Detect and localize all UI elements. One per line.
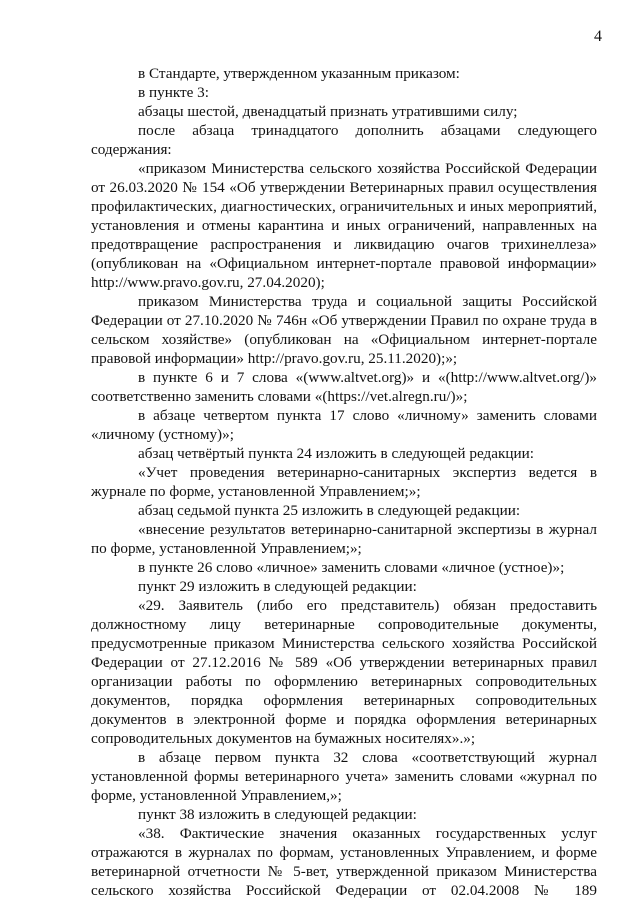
page-number: 4 bbox=[594, 28, 602, 45]
text-line: абзацы шестой, двенадцатый признать утратившими силу; bbox=[138, 103, 518, 120]
text-line: «Учет проведения ветеринарно-санитарных экспертиз ведется в bbox=[138, 464, 597, 481]
text-line: сельского хозяйства Российской Федерации от 02.04.2008 № 189 bbox=[91, 882, 597, 899]
text-line: пункт 38 изложить в следующей редакции: bbox=[138, 806, 417, 823]
text-line: абзац четвёртый пункта 24 изложить в следующей редакции: bbox=[138, 445, 534, 462]
text-line: «личному (устному)»; bbox=[91, 426, 234, 443]
text-line: Федерации от 27.10.2020 № 746н «Об утверждении Правил по охране труда в bbox=[91, 312, 597, 329]
document-body bbox=[91, 64, 597, 900]
text-line: «внесение результатов ветеринарно-санитарной экспертизы в журнал bbox=[138, 521, 597, 538]
text-line: предусмотренные приказом Министерства сельского хозяйства Российской bbox=[91, 635, 597, 652]
text-line: Федерации от 27.12.2016 № 589 «Об утверждении ветеринарных правил bbox=[91, 654, 597, 671]
text-line: после абзаца тринадцатого дополнить абзацами следующего bbox=[138, 122, 597, 139]
text-line: «приказом Министерства сельского хозяйства Российской Федерации bbox=[138, 160, 597, 177]
text-line: документов в электронной форме и порядка оформления ветеринарных bbox=[91, 711, 597, 728]
text-line: сопроводительных документов на бумажных носителях».»; bbox=[91, 730, 476, 747]
text-line: должностному лицу ветеринарные сопроводительные документы, bbox=[91, 616, 597, 633]
text-line: http://www.pravo.gov.ru, 27.04.2020); bbox=[91, 274, 325, 291]
text-line: от 26.03.2020 № 154 «Об утверждении Ветеринарных правил осуществления bbox=[91, 179, 597, 196]
text-line: журнале по форме, установленной Управлением;»; bbox=[91, 483, 421, 500]
text-line: установленной формы ветеринарного учета» заменить словами «журнал по bbox=[91, 768, 597, 785]
text-line: документов, порядка оформления ветеринарных сопроводительных bbox=[91, 692, 597, 709]
text-line: приказом Министерства труда и социальной защиты Российской bbox=[138, 293, 597, 310]
text-line: в абзаце первом пункта 32 слова «соответствующий журнал bbox=[138, 749, 597, 766]
text-line: в пункте 6 и 7 слова «(www.altvet.org)» и «(http://www.altvet.org/)» bbox=[138, 369, 597, 386]
text-line: в Стандарте, утвержденном указанным приказом: bbox=[138, 65, 460, 82]
text-line: содержания: bbox=[91, 141, 172, 158]
text-line: ветеринарной отчетности № 5-вет, утвержденной приказом Министерства bbox=[91, 863, 597, 880]
text-line: в абзаце четвертом пункта 17 слово «личному» заменить словами bbox=[138, 407, 597, 424]
text-line: отражаются в журналах по формам, установленных Управлением, и форме bbox=[91, 844, 597, 861]
text-line: организации работы по оформлению ветеринарных сопроводительных bbox=[91, 673, 597, 690]
text-line: правовой информации» http://pravo.gov.ru, 25.11.2020);»; bbox=[91, 350, 458, 367]
text-line: (опубликован на «Официальном интернет-портале правовой информации» bbox=[91, 255, 597, 272]
text-line: в пункте 26 слово «личное» заменить словами «личное (устное)»; bbox=[138, 559, 565, 576]
text-line: предотвращение распространения и ликвидацию очагов трихинеллеза» bbox=[91, 236, 597, 253]
text-line: абзац седьмой пункта 25 изложить в следующей редакции: bbox=[138, 502, 521, 519]
text-line: профилактических, диагностических, ограничительных и иных мероприятий, bbox=[91, 198, 597, 215]
text-line: соответственно заменить словами «(https://vet.alregn.ru/)»; bbox=[91, 388, 468, 405]
text-line: в пункте 3: bbox=[138, 84, 209, 101]
text-line: сельском хозяйстве» (опубликован на «Официальном интернет-портале bbox=[91, 331, 597, 348]
text-line: установления и отмены карантина и иных ограничений, направленных на bbox=[91, 217, 597, 234]
text-line: пункт 29 изложить в следующей редакции: bbox=[138, 578, 417, 595]
text-line: «29. Заявитель (либо его представитель) обязан предоставить bbox=[138, 597, 597, 614]
text-line: форме, установленной Управлением,»; bbox=[91, 787, 342, 804]
text-line: «38. Фактические значения оказанных государственных услуг bbox=[138, 825, 597, 842]
text-line: по форме, установленной Управлением;»; bbox=[91, 540, 362, 557]
